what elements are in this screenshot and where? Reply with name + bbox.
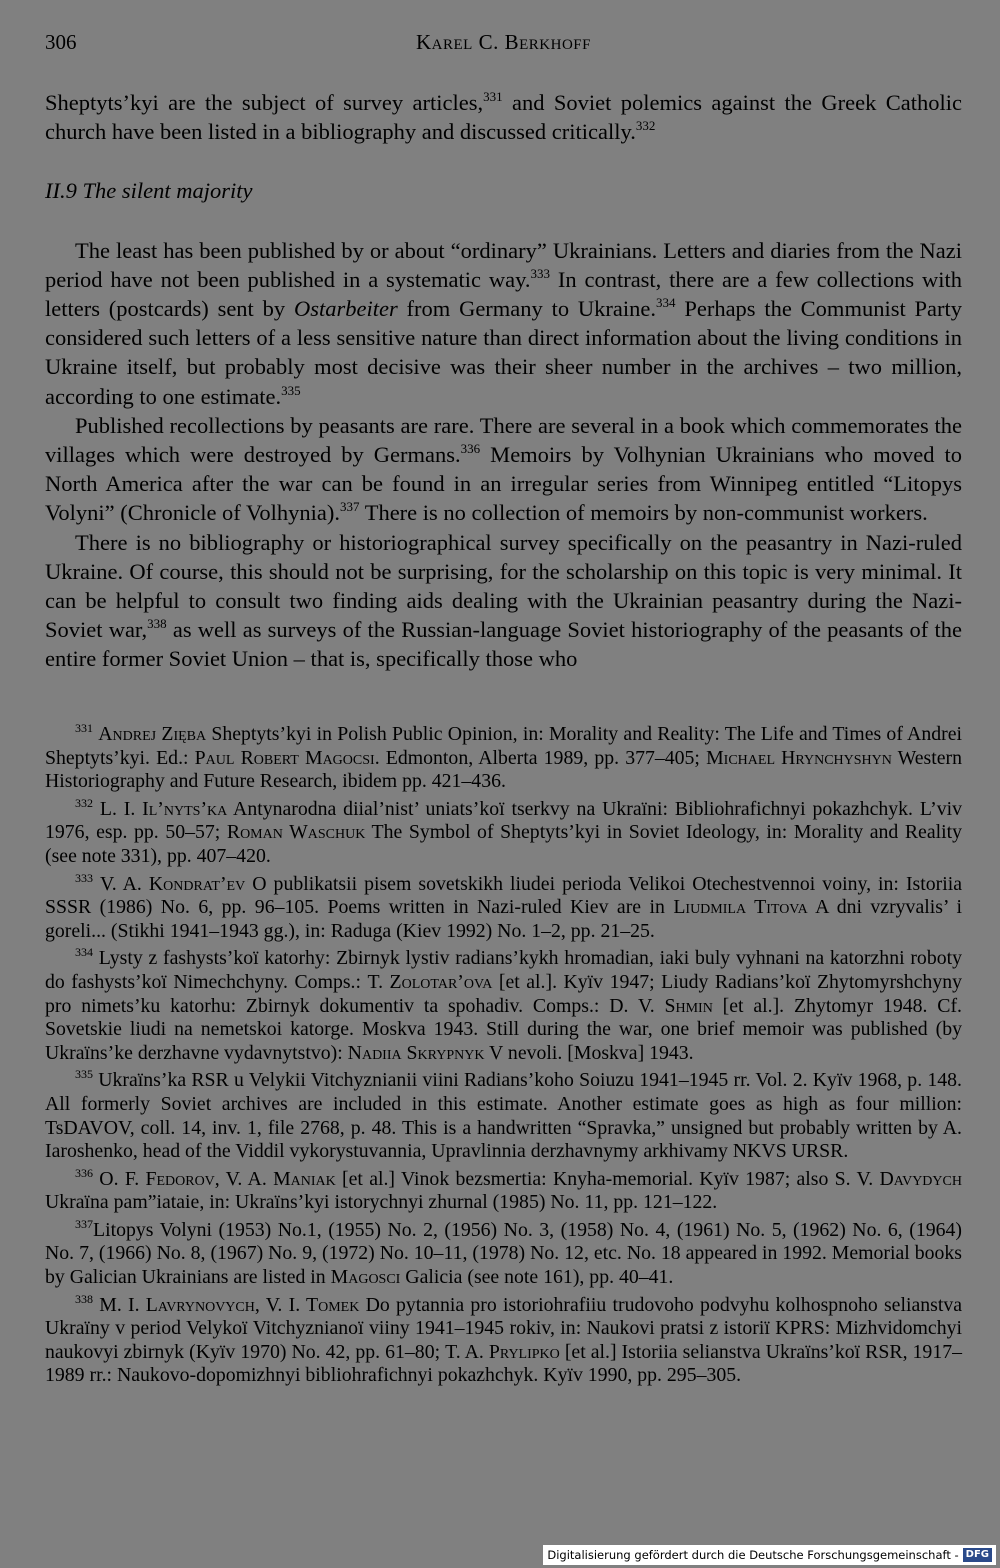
page-header xyxy=(45,30,962,62)
digitization-watermark xyxy=(543,1545,996,1565)
footnote-335: $^{335}$ Ukraïns’ka RSR u Velykii Vitchyznianii viini Radians’koho Soiuzu 1941–1945 rr. Vol. 2. Kyïv 1968, p. 148. All formerly Soviet archives are included in this estimate. Another estimate goes as high as four million: TsDAVOV, coll. 14, inv. 1, file 2768, p. 48. This is a handwritten “Spravka,” unsigned but probably written by A. Iaroshenko, head of the Viddil vykorystuvannia, Upravlinnia derzhavnymy arkhivamy NKVS URSR. xyxy=(45,1067,962,1163)
main-text xyxy=(45,88,962,674)
footnote-ref[interactable]: 335 xyxy=(281,382,301,398)
footnote-338: $^{338}$ M. I. Lavrynovych, V. I. Tomek Do pytannia pro istoriohrafiiu trudovoho podvyhu kolhospnoho selianstva Ukraïny v period Velykoï Vitchyznianoï viiny 1941–1945 rokiv, in: Naukovi pratsi z istoriï KPRS: Mizhvidomchyi naukovyi zbirnyk (Kyïv 1970) No. 42, pp. 61–80; T. A. Prylipko [et al.] Istoriia selianstva Ukraïns’koï RSR, 1917–1989 rr.: Naukovo-dopomizhnyi bibliohrafichnyi pokazhchyk. Kyïv 1990, pp. 295–305. xyxy=(45,1291,962,1387)
paragraph: Sheptyts’kyi are the subject of survey articles,$^{331}$ and Soviet polemics against the Greek Catholic church have been listed in a bibliography and discussed critically.$^{332}$ xyxy=(45,89,962,145)
footnote-ref[interactable]: 334 xyxy=(656,295,676,311)
footnote-337: $^{337}$Litopys Volyni (1953) No.1, (1955) No. 2, (1956) No. 3, (1958) No. 4, (1961) No. 5, (1962) No. 6, (1964) No. 7, (1966) No. 8, (1967) No. 9, (1972) No. 10–11, (1978) No. 12, etc. No. 18 appeared in 1992. Memorial books by Galician Ukrainians are listed in Magosci Galicia (see note 161), pp. 40–41. xyxy=(45,1216,962,1289)
paragraph: Published recollections by peasants are rare. There are several in a book which commemorates the villages which were destroyed by Germans.$^{336}$ Memoirs by Volhynian Ukrainians who moved to North America after the war can be found in an irregular series from Winnipeg entitled “Litopys Volyni” (Chronicle of Volhynia).$^{337}$ There is no collection of memoirs by non-communist workers. xyxy=(45,412,962,526)
page-number: 306 xyxy=(45,30,77,54)
footnote-ref[interactable]: 338 xyxy=(147,616,167,632)
footnote-331: $^{331}$ Andrej Zięba Sheptyts’kyi in Polish Public Opinion, in: Morality and Reality: The Life and Times of Andrei Sheptyts’kyi. Ed.: Paul Robert Magocsi. Edmonton, Alberta 1989, pp. 377–405; Michael Hrynchyshyn Western Historiography and Future Research, ibidem pp. 421–436. xyxy=(45,721,962,793)
section-heading: II.9 The silent majority xyxy=(45,178,253,204)
footnotes xyxy=(45,723,962,1392)
dfg-logo-icon: DFG xyxy=(963,1548,992,1562)
footnote-ref[interactable]: 332 xyxy=(635,118,656,134)
running-head: Karel C. Berkhoff xyxy=(416,30,591,54)
watermark-text: Digitalisierung gefördert durch die Deutsche Forschungsgemeinschaft - xyxy=(547,1548,959,1562)
footnote-ref[interactable]: 336 xyxy=(460,441,481,457)
footnote-336: $^{336}$ O. F. Fedorov, V. A. Maniak [et al.] Vinok bezsmertia: Knyha-memorial. Kyïv 1987; also S. V. Davydych Ukraïna pam”iataie, in: Ukraïns’kyi istorychnyi zhurnal (1985) No. 11, pp. 121–122. xyxy=(45,1165,962,1214)
footnote-ref[interactable]: 333 xyxy=(530,265,551,281)
footnote-ref[interactable]: 337 xyxy=(339,499,360,515)
paragraph: The least has been published by or about “ordinary” Ukrainians. Letters and diaries from the Nazi period have not been published in a systematic way.$^{333}$ In contrast, there are a few collections with letters (postcards) sent by Ostarbeiter from Germany to Ukraine.$^{334}$ Perhaps the Communist Party considered such letters of a less sensitive nature than direct information about the living conditions in Ukraine itself, but probably most decisive was their sheer number in the archives – two million, according to one estimate.$^{335}$ xyxy=(45,237,963,409)
footnote-334: $^{334}$ Lysty z fashysts’koï katorhy: Zbirnyk lystiv radians’kykh hromadian, iaki buly vyhnani na katorzhni roboty do fashysts’koï Nimechchyny. Comps.: T. Zolotar’ova [et al.]. Kyïv 1947; Liudy Radians’koï Zhytomyrshchyny pro nimets’ku katorhu: Zbirnyk dokumentiv ta spohadiv. Comps.: D. V. Shmin [et al.]. Zhytomyr 1948. Cf. Sovetskie liudi na nemetskoi katorge. Moskva 1943. Still during the war, one brief memoir was published (by Ukraïns’ke derzhavne vydavnytstvo): Nadiia Skrypnyk V nevoli. [Moskva] 1943. xyxy=(45,945,963,1064)
footnote-ref[interactable]: 331 xyxy=(483,89,503,104)
footnote-333: $^{333}$ V. A. Kondrat’ev O publikatsii pisem sovetskikh liudei perioda Velikoi Otechestvennoi voiny, in: Istoriia SSSR (1986) No. 6, pp. 96–105. Poems written in Nazi-ruled Kiev are in Liudmila Titova A dni vzryvalis’ i goreli... (Stikhi 1941–1943 gg.), in: Raduga (Kiev 1992) No. 1–2, pp. 21–25. xyxy=(45,870,962,942)
footnote-332: $^{332}$ L. I. Il’nyts’ka Antynarodna diial’nist’ uniats’koï tserkvy na Ukraïni: Bibliohrafichnyi pokazhchyk. L’viv 1976, esp. pp. 50–57; Roman Waschuk The Symbol of Sheptyts’kyi in Soviet Ideology, in: Morality and Reality (see note 331), pp. 407–420. xyxy=(45,795,963,867)
paragraph: There is no bibliography or historiographical survey specifically on the peasantry in Nazi-ruled Ukraine. Of course, this should not be surprising, for the scholarship on this topic is very minimal. It can be helpful to consult two finding aids dealing with the Ukrainian peasantry during the Nazi-Soviet war,$^{338}$ as well as surveys of the Russian-language Soviet historiography of the peasants of the entire former Soviet Union – that is, specifically those who xyxy=(45,529,962,672)
